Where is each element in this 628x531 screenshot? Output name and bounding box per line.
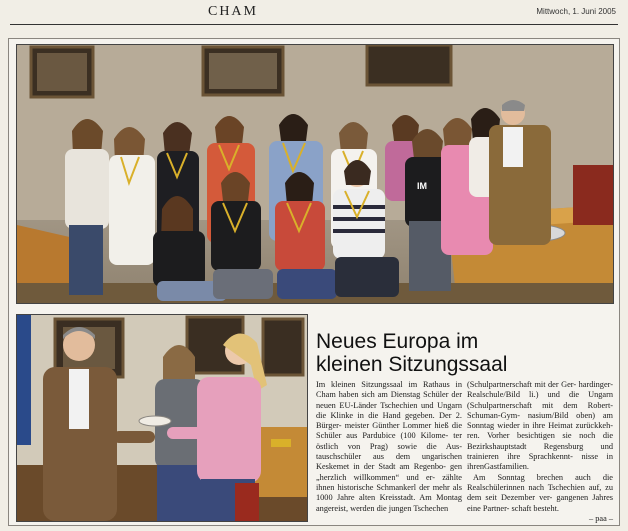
headline-line-1: Neues Europa im [316,330,479,353]
body-line: gangenen Jahres eine Partner- [467,493,613,513]
body-line: zählte ihnen historische Schmankerl [316,472,462,492]
column-2-paragraph-1 [467,380,613,473]
body-line: der mehr als 1000 Jahre alten [316,482,462,503]
body-line: Schüler der neuen EU-Länder [316,390,462,410]
section-title: CHAM [207,4,258,19]
body-line: Schüler aus Pardubice (100 Kilome- [316,431,449,441]
body-line: Keskemet in der Stadt am Regenbo- [316,462,446,472]
headline-line-2: kleinen Sitzungssaal [316,353,508,376]
article-column-2 [467,380,613,524]
body-line: nasium/Bild oben) am Sonntag [467,410,614,431]
shirt-print: IM [417,181,427,191]
body-line: Kreisstadt. Am Montag angereist, [316,493,462,513]
body-line: ren. Vorher besichtigen sie noch [467,431,596,441]
body-line: hardinger-Realschule/Bild li.) [467,380,613,400]
body-line: nisse in ihrenGastfamilien. [467,452,614,472]
body-line: gen „herzlich willkommen“ und er- [316,462,462,482]
body-line: Tschechien und Ungarn die Klinke [316,400,462,420]
group-photo [16,44,614,304]
body-line: Realschülerinnen nach Tschechien [467,482,585,492]
body-line: in Cham haben sich am Dienstag [316,380,463,400]
article-headline [316,330,612,376]
column-2-paragraph-2 [467,473,613,514]
article-column-1 [316,380,462,514]
body-line: wieder in ihre Heimat zurückkeh- [497,421,613,431]
header-rule [10,24,618,25]
body-line: die Bezirkshauptstadt Regensburg [467,431,614,451]
body-line: auf, zu dem seit Dezember ver- [467,482,613,503]
body-line: ter östlich von Prag) sowie die Aus- [316,431,463,451]
body-line: (Schulpartnerschaft mit der Ger- [467,380,577,389]
body-line: und trainieren ihre Sprachkennt- [467,441,613,462]
author-signature: – paa – [589,513,613,523]
column-1-paragraph [316,380,462,514]
body-line: und die Ungarn (Schulpartnerschaft [467,390,613,410]
body-line: tauschschüler aus dem ungarischen [316,452,462,462]
publication-date: Mittwoch, 1. Juni 2005 [536,7,616,16]
body-line: in die Hand gegeben. Der 2. Bürger- [316,410,463,431]
body-line: schaft besteht. [511,503,559,513]
handshake-photo [16,314,308,522]
body-line: Am Sonntag brechen auch die [473,472,613,482]
body-line: meister Günther Lommer hieß die [344,421,462,431]
body-line: werden die jungen Tschechen [350,503,449,513]
body-line: Im kleinen Sitzungssaal im Rathaus [316,380,450,389]
body-line: mit dem Robert-Schuman-Gym- [467,400,614,420]
